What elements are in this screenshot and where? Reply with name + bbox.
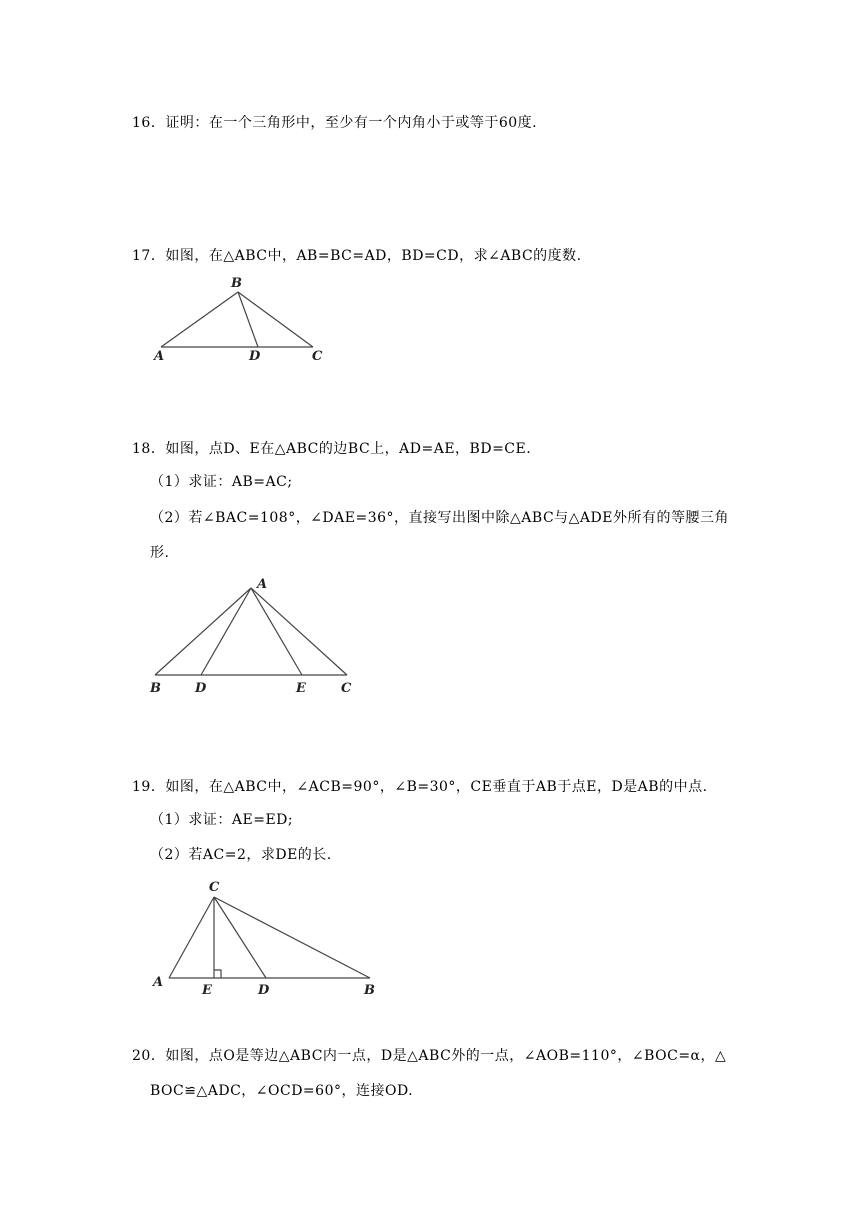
label-c: C — [341, 681, 352, 696]
question-19-part-2: （2）若AC=2，求DE的长. — [150, 847, 332, 863]
label-d: D — [258, 983, 270, 998]
question-18-figure — [140, 570, 370, 700]
label-c: C — [209, 880, 220, 895]
right-angle-mark — [214, 970, 221, 978]
triangle-abc-diagram-19 — [145, 875, 390, 1000]
segment-ae — [251, 588, 302, 675]
label-b: B — [150, 681, 161, 696]
question-16-text: 16．证明：在一个三角形中，至少有一个内角小于或等于60度. — [132, 115, 538, 131]
segment-ab — [155, 588, 251, 675]
question-19-figure — [145, 875, 390, 1000]
question-18-part-1: （1）求证：AB=AC; — [150, 474, 293, 490]
segment-ad — [201, 588, 251, 675]
label-a: A — [153, 975, 164, 990]
label-b: B — [364, 983, 375, 998]
label-e: E — [202, 983, 212, 998]
question-20-text-continued: BOC≌△ADC，∠OCD=60°，连接OD. — [150, 1083, 414, 1099]
segment-cd — [214, 897, 266, 978]
label-d: D — [195, 681, 207, 696]
segment-ac — [251, 588, 347, 675]
segment-ab — [161, 292, 238, 347]
segment-bc — [214, 897, 370, 978]
label-d: D — [249, 349, 261, 364]
question-17-figure — [145, 270, 345, 370]
question-18-part-2: （2）若∠BAC=108°，∠DAE=36°，直接写出图中除△ABC与△ADE外所有的等腰三角 — [150, 510, 729, 526]
question-17-text: 17．如图，在△ABC中，AB=BC=AD，BD=CD，求∠ABC的度数. — [132, 248, 582, 264]
segment-bc — [238, 292, 313, 347]
label-a: A — [257, 577, 268, 592]
triangle-abc-diagram-17 — [145, 270, 345, 370]
label-e: E — [296, 681, 306, 696]
question-19-part-1: （1）求证：AE=ED; — [150, 812, 294, 828]
question-20-text: 20．如图，点O是等边△ABC内一点，D是△ABC外的一点，∠AOB=110°，∠BOC=α，△ — [132, 1048, 727, 1064]
question-18-text: 18．如图，点D、E在△ABC的边BC上，AD=AE，BD=CE. — [132, 441, 532, 457]
label-c: C — [312, 349, 323, 364]
segment-ac — [169, 897, 214, 978]
label-b: B — [231, 276, 242, 291]
question-19-text: 19．如图，在△ABC中，∠ACB=90°，∠B=30°，CE垂直于AB于点E，D是AB的中点. — [132, 779, 708, 795]
question-18-part-2-continued: 形. — [150, 545, 170, 561]
label-a: A — [154, 349, 165, 364]
triangle-abc-diagram-18 — [140, 570, 370, 700]
segment-bd — [238, 292, 258, 347]
